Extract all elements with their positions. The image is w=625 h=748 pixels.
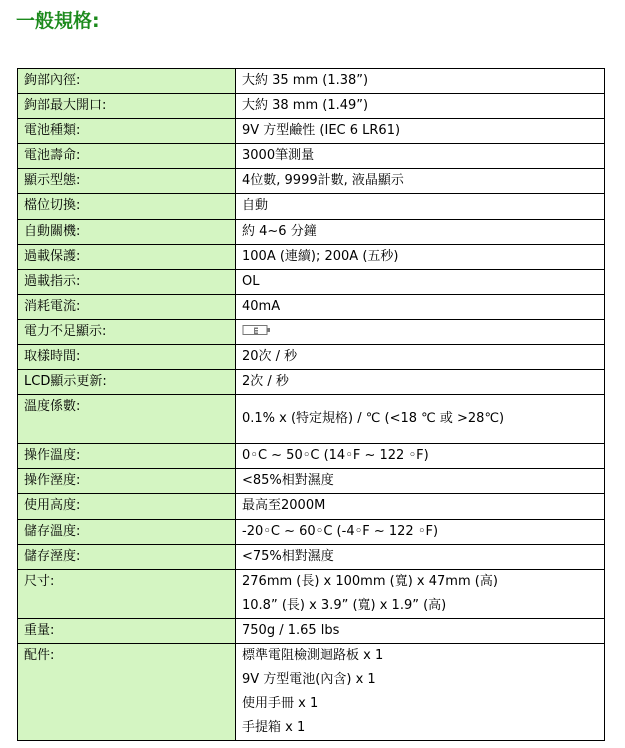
spec-value-line: 4位數, 9999計數, 液晶顯示	[242, 173, 404, 189]
spec-value-line: 9V 方型電池(內含) x 1	[242, 672, 376, 688]
spec-value-line: 3000筆測量	[242, 148, 315, 164]
spec-key: LCD顯示更新:	[18, 370, 236, 395]
table-row	[18, 219, 605, 244]
spec-key: 鉤部最大開口:	[18, 94, 236, 119]
spec-key: 尺寸:	[18, 569, 236, 618]
spec-key: 消耗電流:	[18, 294, 236, 319]
spec-value-line: 標準電阻檢測迴路板 x 1	[242, 647, 384, 663]
spec-key: 電池種類:	[18, 119, 236, 144]
spec-key: 溫度係數:	[18, 395, 236, 444]
spec-value-line: 自動	[242, 198, 269, 214]
spec-value	[236, 194, 605, 219]
spec-value	[236, 519, 605, 544]
spec-value-line: 40mA	[242, 298, 281, 314]
table-row	[18, 395, 605, 444]
table-row	[18, 194, 605, 219]
spec-key: 過載指示:	[18, 269, 236, 294]
spec-value-line: 750g / 1.65 lbs	[242, 622, 340, 638]
spec-key: 配件:	[18, 643, 236, 740]
spec-value	[236, 94, 605, 119]
table-row	[18, 444, 605, 469]
spec-key: 鉤部內徑:	[18, 69, 236, 94]
table-row	[18, 269, 605, 294]
table-row	[18, 618, 605, 643]
spec-value	[236, 144, 605, 169]
table-row	[18, 144, 605, 169]
spec-value	[236, 345, 605, 370]
spec-value	[236, 269, 605, 294]
spec-value-line: -20◦C ~ 60◦C (-4◦F ~ 122 ◦F)	[242, 523, 439, 539]
table-row	[18, 244, 605, 269]
spec-value	[236, 244, 605, 269]
spec-table	[17, 68, 605, 741]
spec-value	[236, 319, 605, 344]
spec-value	[236, 643, 605, 740]
table-row	[18, 69, 605, 94]
table-row	[18, 569, 605, 618]
table-row	[18, 370, 605, 395]
spec-value	[236, 618, 605, 643]
spec-key: 電池壽命:	[18, 144, 236, 169]
spec-value	[236, 469, 605, 494]
spec-value-line: 276mm (長) x 100mm (寬) x 47mm (高)	[242, 573, 498, 589]
spec-value-line: 手提箱 x 1	[242, 720, 306, 736]
table-row	[18, 94, 605, 119]
spec-key: 使用高度:	[18, 494, 236, 519]
spec-value	[236, 544, 605, 569]
table-row	[18, 169, 605, 194]
table-row	[18, 294, 605, 319]
spec-value-line: 約 4~6 分鐘	[242, 223, 317, 239]
spec-value-line: 大約 38 mm (1.49”)	[242, 98, 369, 114]
table-row	[18, 494, 605, 519]
spec-value	[236, 294, 605, 319]
spec-key: 重量:	[18, 618, 236, 643]
page-title: 一般規格:	[16, 10, 100, 32]
table-row	[18, 544, 605, 569]
spec-value-line: <85%相對濕度	[242, 473, 334, 489]
spec-key: 儲存溼度:	[18, 544, 236, 569]
spec-key: 檔位切換:	[18, 194, 236, 219]
spec-key: 過載保護:	[18, 244, 236, 269]
spec-value-line: 大約 35 mm (1.38”)	[242, 73, 369, 88]
spec-value	[236, 370, 605, 395]
spec-key: 儲存溫度:	[18, 519, 236, 544]
spec-value	[236, 169, 605, 194]
spec-value-line: <75%相對濕度	[242, 548, 334, 564]
spec-value	[236, 569, 605, 618]
table-row	[18, 469, 605, 494]
spec-value	[236, 69, 605, 94]
spec-key: 電力不足顯示:	[18, 319, 236, 344]
spec-value-line: 2次 / 秒	[242, 374, 289, 390]
table-row	[18, 319, 605, 344]
spec-key: 操作溫度:	[18, 444, 236, 469]
spec-key: 操作溼度:	[18, 469, 236, 494]
spec-value-line: OL	[242, 273, 260, 289]
table-row	[18, 119, 605, 144]
spec-value	[236, 119, 605, 144]
spec-value-line: 10.8” (長) x 3.9” (寬) x 1.9” (高)	[242, 597, 447, 613]
spec-value	[236, 444, 605, 469]
spec-value-line: 0◦C ~ 50◦C (14◦F ~ 122 ◦F)	[242, 448, 429, 464]
spec-value	[236, 395, 605, 444]
spec-value	[236, 219, 605, 244]
spec-value-line: 20次 / 秒	[242, 349, 298, 365]
spec-key: 自動關機:	[18, 219, 236, 244]
spec-value-line: 使用手冊 x 1	[242, 696, 319, 712]
table-row	[18, 643, 605, 740]
spec-value-line: 100A (連續); 200A (五秒)	[242, 248, 399, 264]
spec-value-line: 最高至2000M	[242, 498, 326, 514]
spec-value-line: 0.1% x (特定規格) / ℃ (<18 ℃ 或 >28℃)	[242, 411, 505, 427]
spec-key: 取樣時間:	[18, 345, 236, 370]
table-row	[18, 519, 605, 544]
spec-value-line: 9V 方型鹼性 (IEC 6 LR61)	[242, 123, 401, 139]
spec-key: 顯示型態:	[18, 169, 236, 194]
low-battery-icon	[242, 324, 272, 336]
spec-value	[236, 494, 605, 519]
table-row	[18, 345, 605, 370]
